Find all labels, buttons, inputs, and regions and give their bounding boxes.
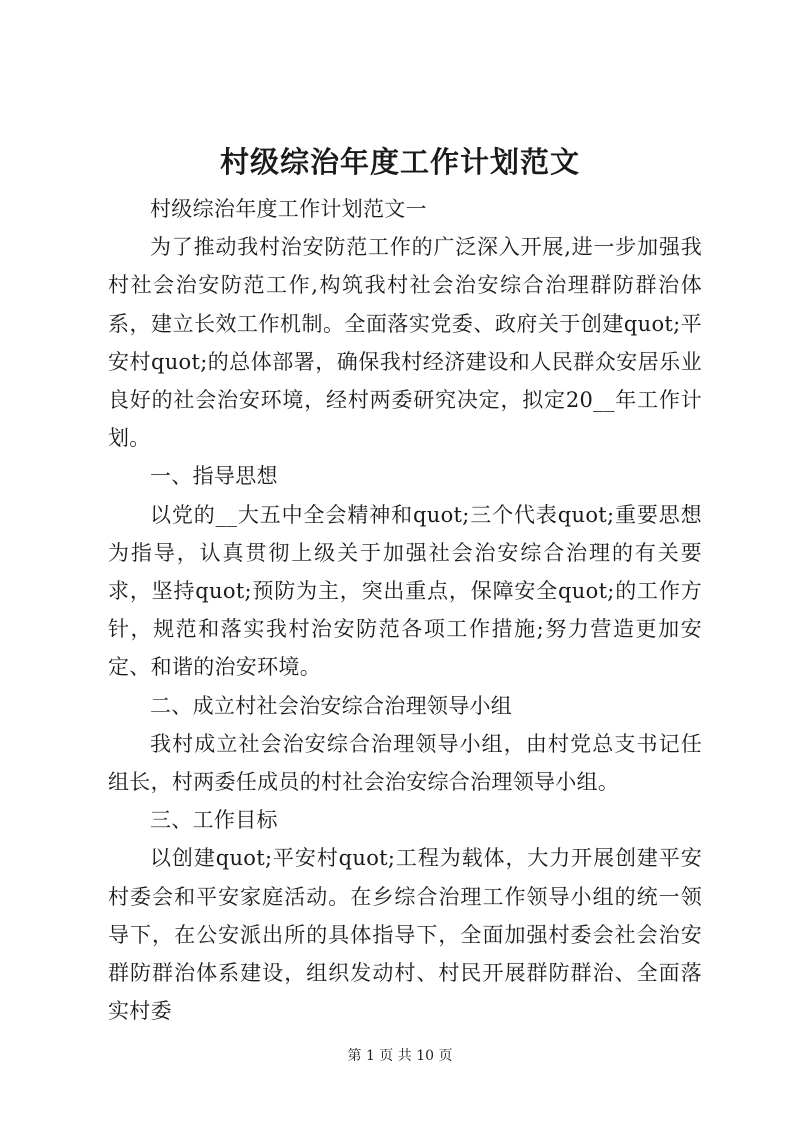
subtitle-paragraph: 村级综治年度工作计划范文一 (150, 197, 427, 221)
leadership-group-paragraph: 我村成立社会治安综合治理领导小组，由村党总支书记任组长，村两委任成员的村社会治安综合治理领导小组。 (108, 731, 702, 795)
guiding-ideology-paragraph: 以党的__大五中全会精神和quot;三个代表quot;重要思想为指导，认真贯彻上级关于加强社会治安综合治理的有关要求，坚持quot;预防为主，突出重点，保障安全quot;的工作方针，规范和落实我村治安防范各项工作措施;努力营造更加安定、和谐的治安环境。 (108, 502, 702, 680)
section-heading-guiding-ideology: 一、指导思想 (150, 464, 278, 489)
document-body (108, 190, 702, 1030)
page-number-footer: 第 1 页 共 10 页 (347, 1048, 453, 1064)
work-goals-paragraph: 以创建quot;平安村quot;工程为载体，大力开展创建平安村委会和平安家庭活动。在乡综合治理工作领导小组的统一领导下，在公安派出所的具体指导下，全面加强村委会社会治安群防群治体系建设，组织发动村、村民开展群防群治、全面落实村委 (108, 846, 702, 1024)
section-heading-work-goals: 三、工作目标 (150, 808, 278, 833)
intro-paragraph: 为了推动我村治安防范工作的广泛深入开展,进一步加强我村社会治安防范工作,构筑我村社会治安综合治理群防群治体系，建立长效工作机制。全面落实党委、政府关于创建quot;平安村quot;的总体部署，确保我村经济建设和人民群众安居乐业良好的社会治安环境，经村两委研究决定，拟定20__年工作计划。 (108, 235, 702, 451)
document-title: 村级综治年度工作计划范文 (219, 145, 580, 179)
section-heading-leadership-group: 二、成立村社会治安综合治理领导小组 (150, 693, 513, 718)
